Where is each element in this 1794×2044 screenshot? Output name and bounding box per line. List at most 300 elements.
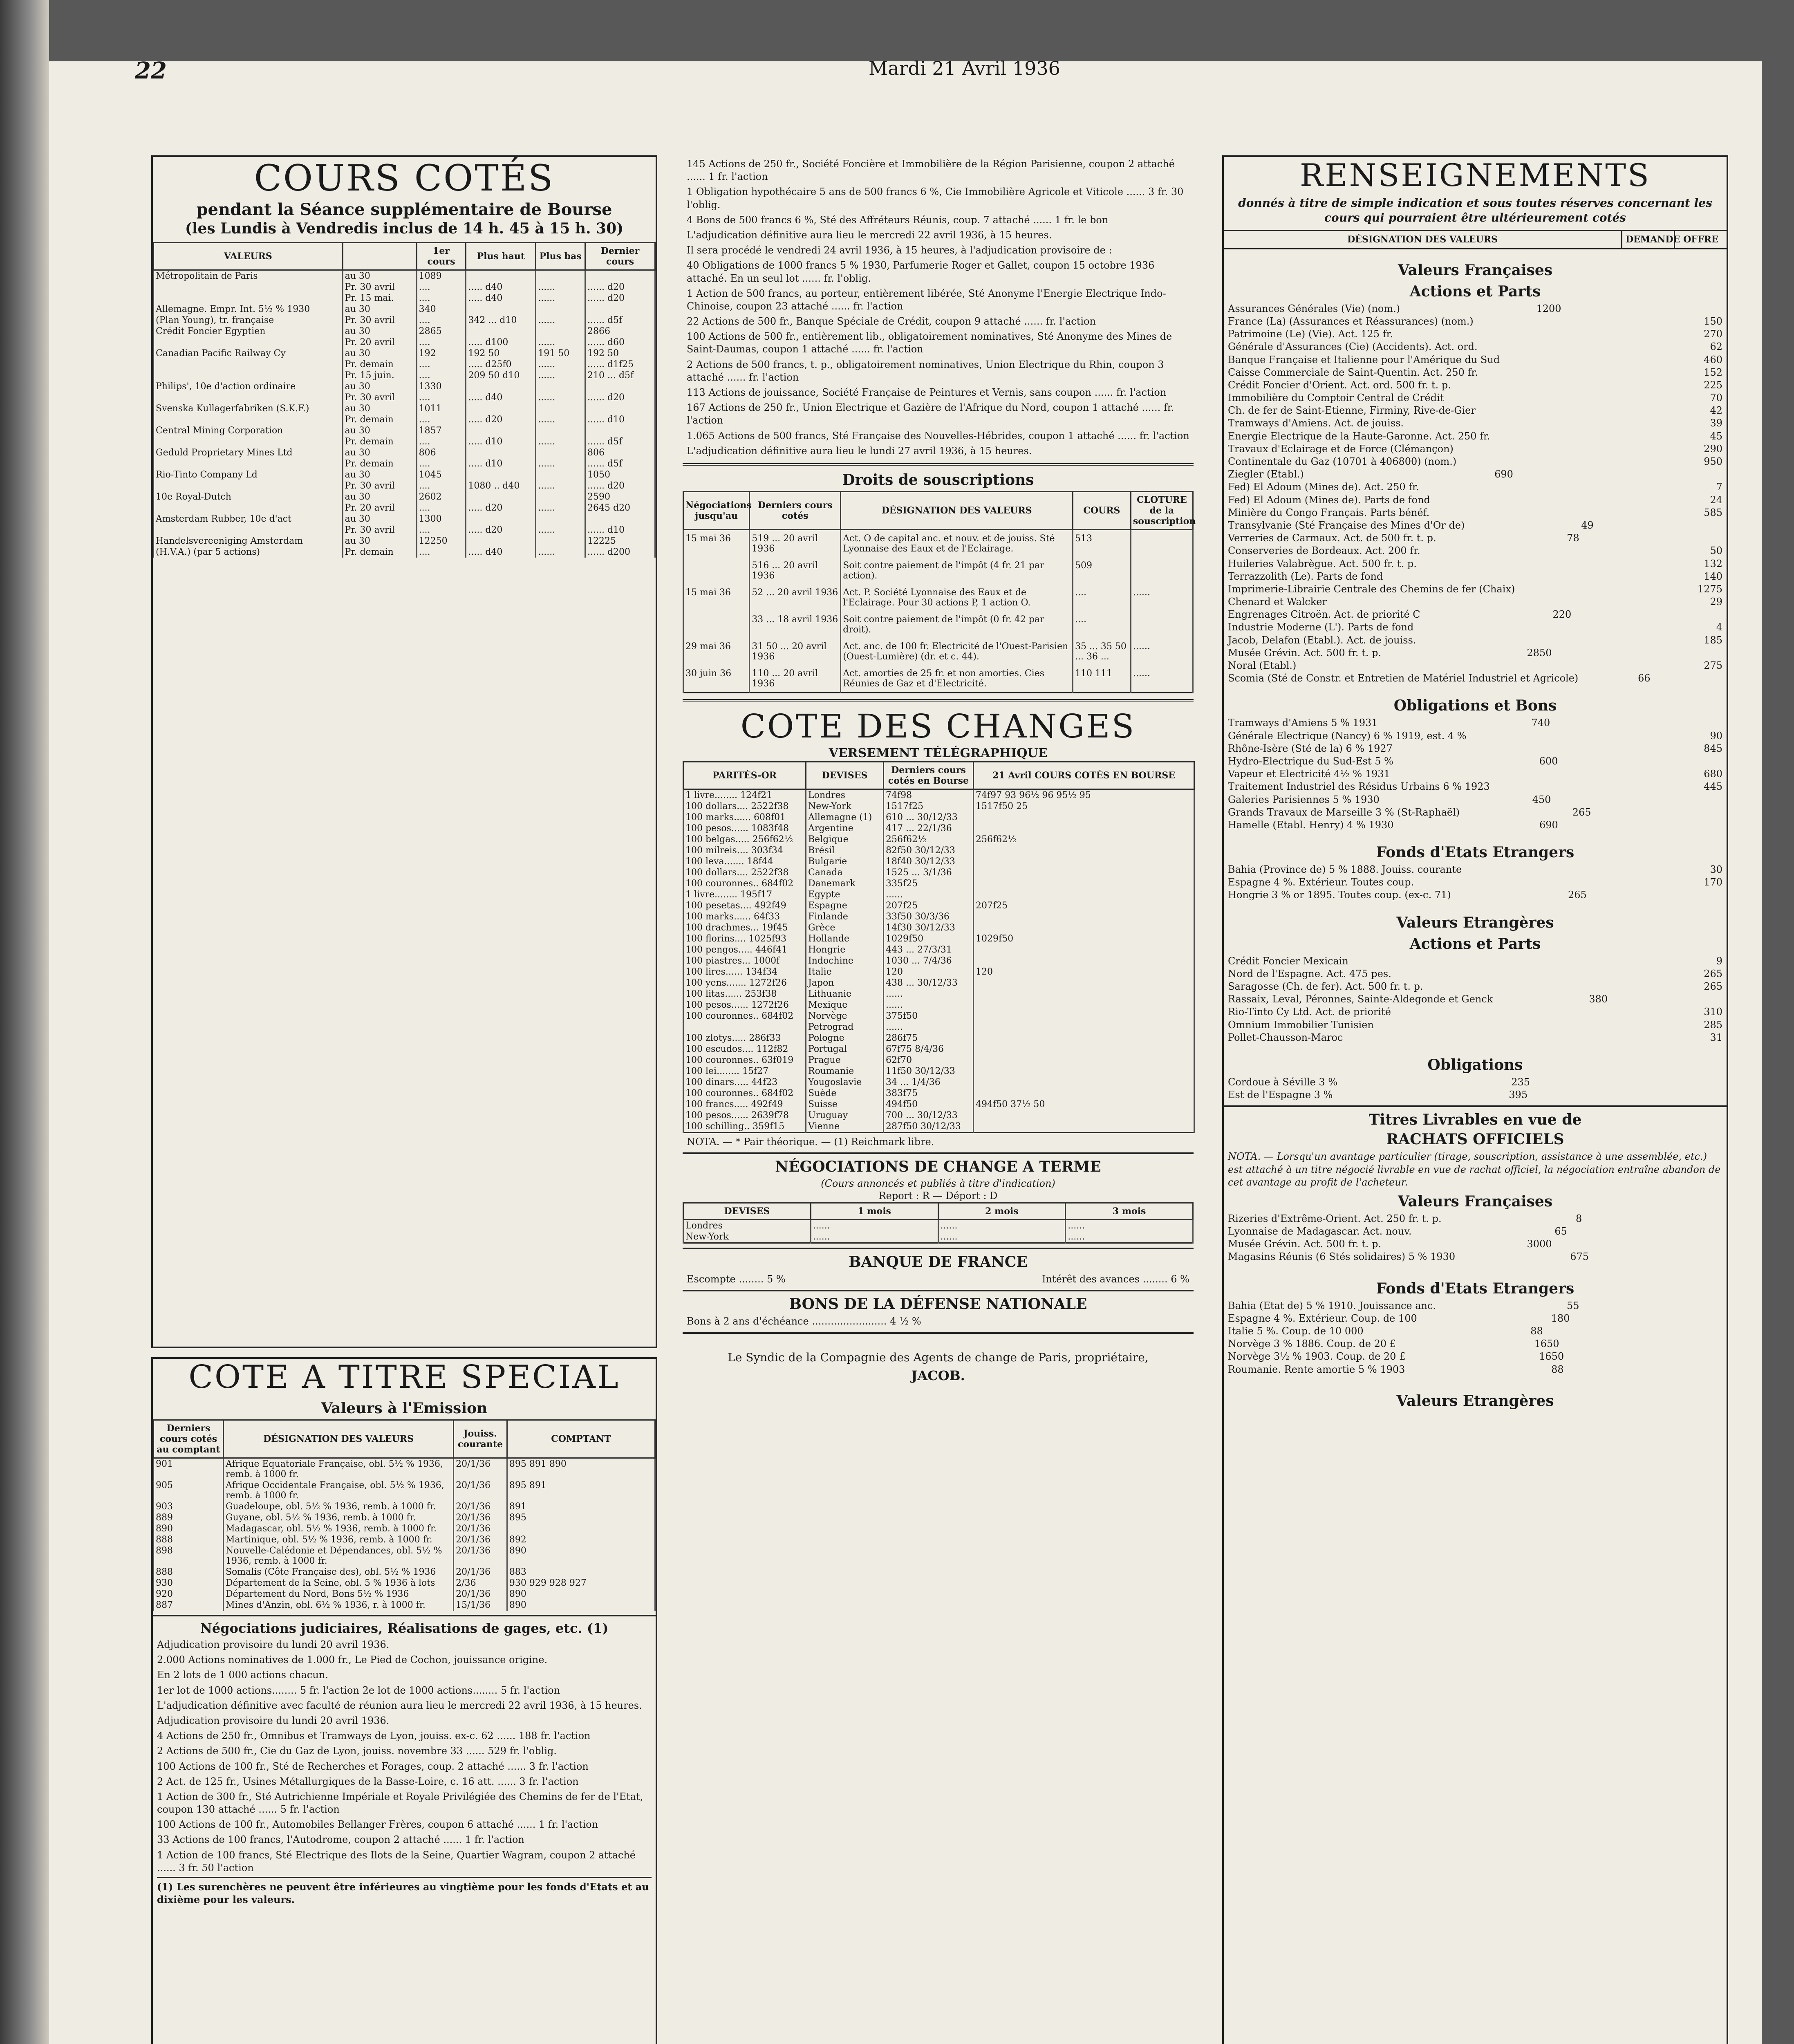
cell-d: Pologne	[806, 1033, 884, 1044]
item-name: Noral (Etabl.)	[1228, 660, 1297, 672]
cell-j: 20/1/36	[454, 1545, 507, 1567]
cell-v: Geduld Proprietary Mines Ltd	[154, 447, 343, 458]
cell-p: 100 drachmes... 19f45	[683, 922, 806, 933]
rg-list	[1224, 717, 1727, 831]
cell-c: ......	[536, 524, 585, 536]
list-item	[1224, 608, 1727, 621]
list-item	[1224, 328, 1727, 341]
table-row	[683, 1000, 1194, 1011]
item-name: Traitement Industriel des Résidus Urbains 6 % 1923	[1228, 781, 1490, 793]
item-demande: 88	[1530, 1325, 1543, 1337]
cell-c	[974, 988, 1194, 1000]
dr-col-cours: Derniers cours cotés	[750, 491, 841, 529]
item-name: Minière du Congo Français. Parts bénéf.	[1228, 507, 1430, 518]
cell-t: Pr. 30 avril	[343, 524, 417, 536]
item-name: Espagne 4 %. Extérieur. Coup. de 100	[1228, 1312, 1417, 1324]
item-name: Vapeur et Electricité 4½ % 1931	[1228, 768, 1390, 780]
cell-p: 100 escudos.... 112f82	[683, 1044, 806, 1055]
banque-title: BANQUE DE FRANCE	[849, 1253, 1028, 1271]
cell-d: Canada	[806, 867, 884, 878]
item-name: Fed) El Adoum (Mines de). Parts de fond	[1228, 494, 1430, 506]
bons-line: Bons à 2 ans d'échéance ........................ 4 ½ %	[687, 1316, 921, 1327]
cell-c	[974, 1077, 1194, 1088]
item-name: Grands Travaux de Marseille 3 % (St-Raphaël)	[1228, 806, 1460, 818]
cell-t: Pr. 20 avril	[343, 337, 417, 348]
list-item	[1224, 443, 1727, 455]
table-row	[154, 502, 655, 513]
page-date: Mardi 21 Avril 1936	[869, 57, 1060, 79]
rachats-fe-list	[1224, 1300, 1727, 1376]
item-offre	[1678, 1338, 1722, 1350]
cell-c: ......	[536, 436, 585, 447]
cell-c: 930	[154, 1578, 224, 1589]
cell-c: 110 ... 20 avril 1936	[750, 665, 841, 693]
item-demande: 265	[1572, 806, 1591, 818]
cell-d	[585, 403, 655, 414]
list-item	[1224, 889, 1727, 901]
adjudication-item: 100 Actions de 500 fr., entièrement lib., obligatoirement nominatives, Sté Anonyme des Mines de Saint-Daumas, coupon 1 attaché ...... fr. l'action	[687, 331, 1172, 355]
item-offre: 29	[1710, 596, 1722, 608]
cell-d: 12225	[585, 536, 655, 547]
page-header	[135, 57, 1794, 98]
table-row	[683, 1066, 1194, 1077]
list-item	[1224, 819, 1727, 831]
cell-d: 2645 d20	[585, 502, 655, 513]
cell-c: 888	[154, 1567, 224, 1578]
cell-n: 15 mai 36	[683, 584, 750, 611]
cell-c	[536, 381, 585, 392]
cell-c	[974, 812, 1194, 823]
cell-v: (Plan Young), tr. française	[154, 315, 343, 326]
book-binding	[0, 0, 49, 2044]
cell-p: 1 livre........ 195f17	[683, 889, 806, 900]
cell-d: Hongrie	[806, 944, 884, 955]
item-name: Scomia (Sté de Constr. et Entretien de Matériel Industriel et Agricole)	[1228, 672, 1579, 684]
cell-d: Suisse	[806, 1099, 884, 1110]
item-name: Transylvanie (Sté Française des Mines d'Or de)	[1228, 519, 1465, 531]
list-item	[1224, 659, 1727, 672]
changes-note: NOTA. — * Pair théorique. — (1) Reichmark libre.	[687, 1136, 934, 1148]
cell-c	[974, 955, 1194, 966]
item-demande	[1545, 455, 1590, 468]
list-item	[1224, 980, 1727, 993]
cell-v	[154, 502, 343, 513]
cell-c	[974, 1055, 1194, 1066]
negociation-item: 33 Actions de 100 francs, l'Autodrome, coupon 2 attaché ...... 1 fr. l'action	[157, 1834, 524, 1846]
item-name: Norvège 3½ % 1903. Coup. de 20 £	[1228, 1351, 1406, 1363]
cell-c: 890	[154, 1523, 224, 1534]
cell-d: ...... d60	[585, 337, 655, 348]
item-offre: 445	[1704, 781, 1722, 793]
cell-b: ..... d40	[466, 547, 536, 558]
cell-l: 443 ... 27/3/31	[884, 944, 974, 955]
cell-v	[154, 414, 343, 425]
cell-p: 100 lei........ 15f27	[683, 1066, 806, 1077]
rg-col-demande: DEMANDE	[1621, 231, 1674, 248]
item-offre: 90	[1710, 730, 1722, 742]
cell-d: Petrograd	[806, 1022, 884, 1033]
list-item	[1224, 780, 1727, 793]
item-offre: 680	[1704, 768, 1722, 780]
cell-j: 20/1/36	[454, 1480, 507, 1501]
list-item	[1224, 315, 1727, 328]
cell-b: 1080 .. d40	[466, 480, 536, 491]
list-item	[1224, 1225, 1727, 1238]
col-premier-cours: 1er cours	[417, 243, 466, 270]
cell-j: 20/1/36	[454, 1567, 507, 1578]
list-item	[1224, 545, 1727, 557]
negociation-item: Adjudication provisoire du lundi 20 avril 1936.	[157, 1715, 390, 1726]
cell-l: 610 ... 30/12/33	[884, 812, 974, 823]
item-name: Ziegler (Etabl.)	[1228, 468, 1304, 480]
rg-section-sub: Actions et Parts	[1409, 935, 1541, 953]
droits-title: Droits de souscriptions	[842, 471, 1034, 489]
negociation-item: Adjudication provisoire du lundi 20 avril 1936.	[157, 1639, 390, 1650]
item-demande	[1574, 583, 1619, 596]
item-demande	[1555, 366, 1600, 379]
item-offre	[1678, 1213, 1722, 1225]
negociation-item: 1 Action de 100 francs, Sté Electrique des Ilots de la Seine, Quartier Wagram, coupon 2 attaché ...... 3 fr. 50 l'action	[157, 1849, 636, 1874]
cell-d	[585, 425, 655, 436]
table-row	[683, 922, 1194, 933]
cell-t: au 30	[343, 381, 417, 392]
cell-a: ....	[417, 337, 466, 348]
cell-c: 519 ... 20 avril 1936	[750, 529, 841, 557]
cell-b: 342 ... d10	[466, 315, 536, 326]
item-offre	[1678, 1363, 1722, 1376]
cell-c	[974, 867, 1194, 878]
cours-cotes-subtitle: pendant la Séance supplémentaire de Bourse	[196, 200, 612, 219]
cell-c	[536, 270, 585, 282]
table-row	[683, 889, 1194, 900]
cell-v: Central Mining Corporation	[154, 425, 343, 436]
cell-d: Act. anc. de 100 fr. Electricité de l'Ouest-Parisien (Ouest-Lumière) (dr. et c. 44).	[841, 638, 1073, 665]
cell-t: au 30	[343, 403, 417, 414]
item-offre	[1678, 1238, 1722, 1251]
negociation-item: 1 Action de 300 fr., Sté Autrichienne Impériale et Royale Privilégiée des Chemins de fer de l'Etat, coupon 130 attaché ...... 5 fr. l'action	[157, 1791, 643, 1815]
cell-b: ..... d20	[466, 502, 536, 513]
table-row	[683, 1044, 1194, 1055]
cell-b	[466, 491, 536, 502]
table-row	[683, 1231, 1193, 1243]
item-name: Chenard et Walcker	[1228, 596, 1327, 608]
cell-c	[536, 513, 585, 524]
list-item	[1224, 876, 1727, 889]
cell-c: ......	[536, 359, 585, 370]
cell-d: Mines d'Anzin, obl. 6½ % 1936, r. à 1000 fr.	[223, 1600, 453, 1611]
cell-c	[974, 922, 1194, 933]
item-offre: 290	[1704, 443, 1722, 455]
table-row	[683, 611, 1193, 638]
cell-k: ....	[1073, 584, 1131, 611]
cell-l: 335f25	[884, 878, 974, 889]
item-demande: 380	[1589, 993, 1608, 1005]
cell-v: Allemagne. Empr. Int. 5½ % 1930	[154, 304, 343, 315]
dr-col-designation: DÉSIGNATION DES VALEURS	[841, 491, 1073, 529]
table-row	[683, 856, 1194, 867]
table-row	[154, 513, 655, 524]
cell-c	[974, 823, 1194, 834]
col-plus-bas: Plus bas	[536, 243, 585, 270]
cell-d: Grèce	[806, 922, 884, 933]
rg-section-title: Obligations et Bons	[1393, 697, 1557, 715]
cell-a: 2602	[417, 491, 466, 502]
table-row	[154, 447, 655, 458]
table-row	[683, 1121, 1194, 1133]
cell-d: 806	[585, 447, 655, 458]
cell-p: 890	[507, 1600, 655, 1611]
item-offre	[1678, 1089, 1722, 1101]
list-item	[1224, 570, 1727, 583]
ts-col-jouiss: Jouiss. courante	[454, 1420, 507, 1458]
cell-b: 192 50	[466, 348, 536, 359]
list-item	[1224, 1338, 1727, 1350]
cell-d: Act. O de capital anc. et nouv. et de jouiss. Sté Lyonnaise des Eaux et de l'Eclairage.	[841, 529, 1073, 557]
cell-p: 890	[507, 1589, 655, 1600]
table-row	[154, 414, 655, 425]
item-offre: 170	[1704, 876, 1722, 888]
cell-k: 509	[1073, 557, 1131, 584]
rg-col-designation: DÉSIGNATION DES VALEURS	[1347, 234, 1498, 245]
list-item	[1224, 1350, 1727, 1363]
item-offre	[1678, 1225, 1722, 1238]
cell-t: Pr. 15 juin.	[343, 370, 417, 381]
syndic-line: Le Syndic de la Compagnie des Agents de change de Paris, propriétaire,	[728, 1350, 1149, 1364]
item-demande	[1561, 780, 1606, 793]
cell-c: ......	[536, 458, 585, 469]
cell-d: ...... d5f	[585, 436, 655, 447]
item-offre	[1678, 303, 1722, 315]
cell-c	[974, 1022, 1194, 1033]
cell-v	[154, 359, 343, 370]
item-demande	[1503, 1019, 1548, 1031]
item-demande: 265	[1568, 889, 1587, 901]
renseignements-title: RENSEIGNEMENTS	[1299, 157, 1651, 193]
item-offre: 30	[1710, 864, 1722, 876]
item-name: Nord de l'Espagne. Act. 475 pes.	[1228, 968, 1391, 979]
cell-t: Pr. demain	[343, 547, 417, 558]
item-demande: 1200	[1536, 303, 1561, 314]
cell-v	[154, 282, 343, 293]
list-item	[1224, 417, 1727, 430]
cell-p: 100 leva....... 18f44	[683, 856, 806, 867]
cell-c	[536, 304, 585, 315]
cell-a: ....	[417, 436, 466, 447]
item-demande	[1547, 863, 1592, 876]
cell-b: ..... d10	[466, 458, 536, 469]
item-name: Rio-Tinto Cy Ltd. Act. de priorité	[1228, 1006, 1391, 1018]
table-row	[154, 270, 655, 282]
item-name: Industrie Moderne (L'). Parts de fond	[1228, 621, 1414, 633]
ch-col-parites: PARITÉS-OR	[683, 762, 806, 789]
cell-d: Afrique Occidentale Française, obl. 5½ % 1936, remb. à 1000 fr.	[223, 1480, 453, 1501]
cell-n: 29 mai 36	[683, 638, 750, 665]
item-demande	[1531, 507, 1576, 519]
table-row	[683, 878, 1194, 889]
item-offre	[1678, 672, 1722, 685]
cell-p: 100 francs..... 492f49	[683, 1099, 806, 1110]
cell-b	[466, 326, 536, 337]
cell-d: Uruguay	[806, 1110, 884, 1121]
cell-l: 1525 ... 3/1/36	[884, 867, 974, 878]
rg-section-title: Valeurs Françaises	[1398, 261, 1553, 279]
item-demande	[1518, 417, 1563, 430]
changes-table	[683, 761, 1195, 1133]
table-row	[683, 834, 1194, 845]
item-name: Tramways d'Amiens. Act. de jouiss.	[1228, 417, 1404, 429]
list-item	[1224, 1089, 1727, 1101]
item-name: Engrenages Citroën. Act. de priorité C	[1228, 609, 1420, 621]
cell-d: ...... d20	[585, 293, 655, 304]
terme-table	[683, 1202, 1194, 1244]
cell-a: 2865	[417, 326, 466, 337]
item-name: Jacob, Delafon (Etabl.). Act. de jouiss.	[1228, 634, 1416, 646]
cell-c: ......	[536, 392, 585, 403]
table-row	[683, 1099, 1194, 1110]
list-item	[1224, 596, 1727, 608]
cell-l: ......	[884, 1022, 974, 1033]
rg-section-title: Fonds d'Etats Etrangers	[1376, 844, 1575, 861]
item-offre: 265	[1704, 968, 1722, 979]
cell-j: 20/1/36	[454, 1501, 507, 1512]
cell-d: Egypte	[806, 889, 884, 900]
item-offre	[1678, 717, 1722, 729]
cell-d: Londres	[806, 789, 884, 801]
rachats-title: Titres Livrables en vue de	[1368, 1111, 1582, 1129]
cell-t: au 30	[343, 513, 417, 524]
item-name: Banque Française et Italienne pour l'Amérique du Sud	[1228, 354, 1500, 365]
item-offre	[1678, 1350, 1722, 1363]
cell-m1: ......	[811, 1231, 938, 1243]
cell-d: Bulgarie	[806, 856, 884, 867]
cell-t: au 30	[343, 425, 417, 436]
item-name: Hongrie 3 % or 1895. Toutes coup. (ex-c. 71)	[1228, 889, 1451, 901]
cell-d: Danemark	[806, 878, 884, 889]
terme-subtitle: (Cours annoncés et publiés à titre d'indication)	[821, 1178, 1055, 1190]
item-demande	[1554, 404, 1599, 417]
table-row	[154, 1567, 655, 1578]
item-name: Caisse Commerciale de Saint-Quentin. Act. 250 fr.	[1228, 366, 1478, 378]
cell-p: 100 pesos...... 1083f48	[683, 823, 806, 834]
cell-v: Rio-Tinto Company Ld	[154, 469, 343, 480]
item-demande	[1538, 392, 1583, 404]
item-offre: 140	[1704, 570, 1722, 582]
cell-t: au 30	[343, 536, 417, 547]
ch-col-derniers: Derniers cours cotés en Bourse	[884, 762, 974, 789]
cell-l: 1517f25	[884, 801, 974, 812]
adjudication-item: 1.065 Actions de 500 francs, Sté Française des Nouvelles-Hébrides, coupon 1 attaché ...... fr. l'action	[687, 430, 1189, 442]
item-demande	[1553, 315, 1598, 328]
cell-d: New-York	[806, 801, 884, 812]
cell-c	[974, 856, 1194, 867]
cell-l: 1029f50	[884, 933, 974, 944]
cell-p: 891	[507, 1501, 655, 1512]
cell-c: 207f25	[974, 900, 1194, 911]
cell-a: ....	[417, 414, 466, 425]
cell-c: 1029f50	[974, 933, 1194, 944]
rachats-nota: NOTA. — Lorsqu'un avantage particulier (tirage, souscription, assistance à une assemblée, etc.) est attaché à un titre négocié livrable en vue de rachat officiel, la négociation entraîne abandon de cet avantage au profit de l'acheteur.	[1228, 1151, 1721, 1188]
negociation-item: En 2 lots de 1 000 actions chacun.	[157, 1669, 328, 1681]
rg-list	[1224, 303, 1727, 685]
cell-d: ...... d20	[585, 282, 655, 293]
table-row	[154, 1523, 655, 1534]
table-row	[683, 944, 1194, 955]
cell-a: ....	[417, 480, 466, 491]
cell-d	[585, 513, 655, 524]
cell-b	[466, 270, 536, 282]
item-name: Imprimerie-Librairie Centrale des Chemins de fer (Chaix)	[1228, 583, 1515, 595]
item-demande	[1488, 1031, 1533, 1044]
cell-c: 74f97 93 96½ 96 95½ 95	[974, 789, 1194, 801]
item-name: Ch. de fer de Saint-Etienne, Firminy, Rive-de-Gier	[1228, 405, 1476, 417]
item-offre: 42	[1710, 405, 1722, 417]
item-demande: 66	[1638, 672, 1651, 684]
cell-p: 100 zlotys..... 286f33	[683, 1033, 806, 1044]
item-offre	[1678, 647, 1722, 659]
table-row	[154, 282, 655, 293]
adjudication-item: L'adjudication définitive aura lieu le mercredi 22 avril 1936, à 15 heures.	[687, 229, 1052, 241]
cell-s	[1131, 529, 1193, 557]
cell-c	[536, 491, 585, 502]
cell-l: 207f25	[884, 900, 974, 911]
list-item	[1224, 993, 1727, 1006]
cell-j: 20/1/36	[454, 1534, 507, 1545]
cell-c	[536, 536, 585, 547]
cell-a: ....	[417, 370, 466, 381]
cell-c: 33 ... 18 avril 1936	[750, 611, 841, 638]
item-offre: 275	[1704, 660, 1722, 672]
cell-c	[974, 1110, 1194, 1121]
cell-d: Londres	[683, 1220, 811, 1232]
cell-d: Allemagne (1)	[806, 812, 884, 823]
item-name: Magasins Réunis (6 Stés solidaires) 5 % 1930	[1228, 1251, 1456, 1263]
table-row	[154, 469, 655, 480]
rg-section-title: Valeurs Etrangères	[1396, 914, 1554, 931]
list-item	[1224, 1031, 1727, 1044]
cell-c: ......	[536, 480, 585, 491]
dr-col-neg: Négociations jusqu'au	[683, 491, 750, 529]
titre-special-table	[153, 1419, 656, 1611]
renseignements-body	[1224, 262, 1727, 1102]
cell-a: 192	[417, 348, 466, 359]
dr-col-k: COURS	[1073, 491, 1131, 529]
cell-b: ..... d25f0	[466, 359, 536, 370]
cell-d: 2590	[585, 491, 655, 502]
item-name: Est de l'Espagne 3 %	[1228, 1089, 1333, 1101]
list-item	[1224, 430, 1727, 443]
list-item	[1224, 742, 1727, 755]
item-name: Huileries Valabrègue. Act. 500 fr. t. p.	[1228, 558, 1417, 569]
adjudication-item: 167 Actions de 250 fr., Union Electrique et Gazière de l'Afrique du Nord, coupon 1 attaché ...... fr. l'action	[687, 402, 1174, 426]
cell-t: au 30	[343, 469, 417, 480]
cell-p: 100 florins.... 1025f93	[683, 933, 806, 944]
item-offre: 9	[1716, 955, 1722, 967]
adjudication-item: 145 Actions de 250 fr., Société Foncière et Immobilière de la Région Parisienne, coupon 2 attaché ...... 1 fr. l'action	[687, 158, 1175, 183]
table-row	[683, 988, 1194, 1000]
item-name: Omnium Immobilier Tunisien	[1228, 1019, 1374, 1031]
cell-b	[466, 513, 536, 524]
rg-section-title: Obligations	[1427, 1056, 1523, 1074]
list-item	[1224, 1213, 1727, 1225]
item-name: Espagne 4 %. Extérieur. Toutes coup.	[1228, 876, 1414, 888]
cell-d: Belgique	[806, 834, 884, 845]
item-offre: 265	[1704, 981, 1722, 993]
adjudication-item: 4 Bons de 500 francs 6 %, Sté des Affréteurs Réunis, coup. 7 attaché ...... 1 fr. le bon	[687, 214, 1109, 226]
cell-a: 1011	[417, 403, 466, 414]
table-row	[154, 370, 655, 381]
item-demande: 65	[1554, 1226, 1567, 1237]
cell-l: ......	[884, 988, 974, 1000]
